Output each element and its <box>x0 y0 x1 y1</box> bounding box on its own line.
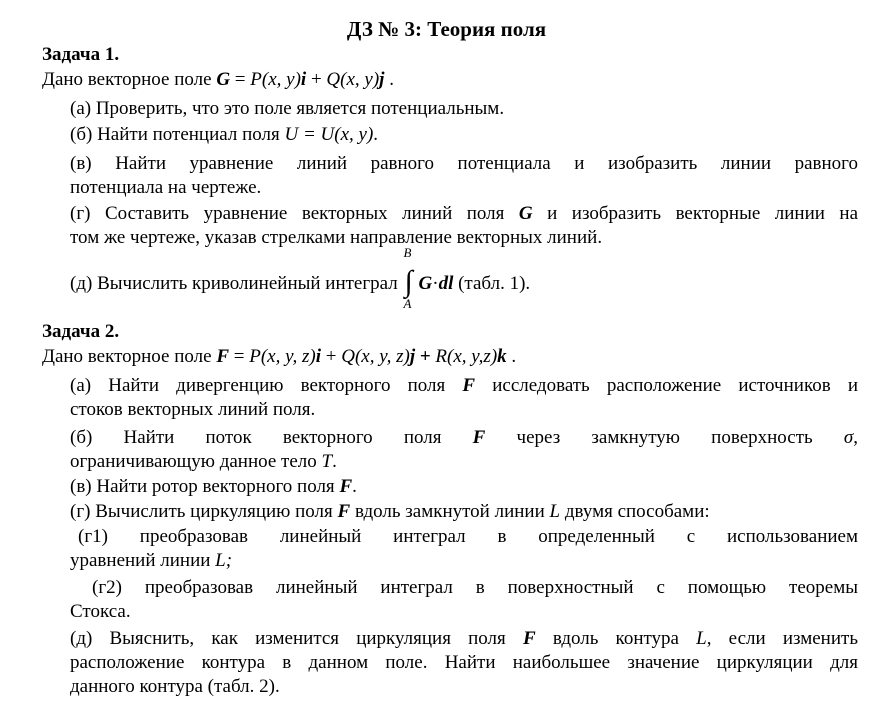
vector-dl: dl <box>438 273 454 294</box>
field-F: F <box>339 476 353 497</box>
func-R: R <box>435 346 448 367</box>
task2-item-g1-line2 <box>70 549 858 573</box>
task2-item-g2-line2: Стокса. <box>70 601 131 622</box>
task2-item-b-line1 <box>70 426 858 450</box>
task2-item-d-text3: , если изменить <box>706 628 858 649</box>
task1-item-a: (а) Проверить, что это поле является потенциальным. <box>70 98 505 119</box>
plus-sign: + <box>306 69 327 90</box>
task2-item-g-text2: вдоль замкнутой линии <box>350 501 550 522</box>
eq-sign: = <box>230 69 251 90</box>
task2-item-v-text: (в) Найти ротор векторного поля <box>70 476 340 497</box>
task1-item-b-text: (б) Найти потенциал поля <box>70 124 285 145</box>
unit-j: j <box>379 69 385 90</box>
task2-item-b-text: (б) Найти поток векторного поля <box>70 427 473 448</box>
args-xyz-2: (x, y, z) <box>354 346 410 367</box>
field-F: F <box>522 628 536 649</box>
task2-item-b-text2: через замкнутую поверхность <box>485 427 844 448</box>
field-F: F <box>216 346 229 367</box>
task2-intro <box>42 345 516 369</box>
func-Q: Q <box>326 69 341 90</box>
line-integral <box>403 245 419 311</box>
comma: , <box>853 427 858 448</box>
task2-item-d-text: (д) Выяснить, как изменится циркуляция поля <box>70 628 523 649</box>
task1-intro-text: Дано векторное поле <box>42 69 217 90</box>
task2-item-g1-line1: (г1) преобразовав линейный интеграл в определенный с использованием <box>78 526 858 547</box>
field-F: F <box>472 427 486 448</box>
period: . <box>506 346 517 367</box>
task1-item-d-text: (д) Вычислить криволинейный интеграл <box>70 273 403 294</box>
plus-sign: + <box>320 346 342 367</box>
task2-item-d-line1 <box>70 627 858 651</box>
eq-sign: = <box>229 346 250 367</box>
task1-item-v-line2: потенциала на чертеже. <box>70 177 262 198</box>
task2-item-g2-line1: (г2) преобразовав линейный интеграл в поверхностный с помощью теоремы <box>92 577 858 598</box>
task2-item-b-text3: ограничивающую данное тело <box>70 451 322 472</box>
integral-sign: ∫ <box>404 265 413 298</box>
period: . <box>352 476 357 497</box>
task1-item-d-ref: (табл. 1). <box>453 273 531 294</box>
task2-item-g-text: (г) Вычислить циркуляцию поля <box>70 501 338 522</box>
field-G: G <box>518 203 533 224</box>
page-title: ДЗ № 3: Теория поля <box>346 17 547 41</box>
task1-item-g-line2: том же чертеже, указав стрелками направление векторных линий. <box>70 227 603 248</box>
task1-item-d <box>70 245 858 311</box>
args-xy: (x, y) <box>261 69 301 90</box>
task1-item-b <box>70 123 858 147</box>
task2-item-g-text3: двумя способами: <box>560 501 710 522</box>
args-xy-2: (x, y) <box>340 69 380 90</box>
plus-sign-2: + <box>415 346 436 367</box>
field-G: G <box>216 69 231 90</box>
task1-item-g-text2: и изобразить векторные линии на <box>532 203 859 224</box>
dot-operator: · <box>432 273 439 294</box>
task2-item-g1-text: уравнений линии <box>70 550 216 571</box>
task1-item-g-line1 <box>70 202 858 226</box>
unit-i: i <box>315 346 321 367</box>
curve-L: L <box>549 501 561 522</box>
integral-lower-limit: A <box>403 296 412 311</box>
period: . <box>373 124 379 145</box>
curve-L: L <box>696 628 707 649</box>
args-xyz-3: (x, y,z) <box>447 346 498 367</box>
unit-j: j <box>409 346 416 367</box>
task1-item-v-line1: (в) Найти уравнение линий равного потенциала и изобразить линии равного <box>70 153 858 174</box>
task2-item-b-line2 <box>70 450 858 474</box>
field-F: F <box>462 375 476 396</box>
task2-item-g <box>70 500 858 524</box>
task1-heading: Задача 1. <box>42 44 120 65</box>
task2-item-d-text2: вдоль контура <box>535 628 697 649</box>
body-T: T <box>321 451 333 472</box>
task2-heading: Задача 2. <box>42 321 120 342</box>
surface-sigma: σ <box>843 427 854 448</box>
potential-formula: U = U(x, y) <box>284 124 374 145</box>
task2-item-d-line2: расположение контура в данном поле. Найти наибольшее значение циркуляции для <box>70 652 858 673</box>
func-P: P <box>249 346 261 367</box>
unit-i: i <box>300 69 307 90</box>
task2-item-d-line3: данного контура (табл. 2). <box>70 676 280 697</box>
task2-item-a-text: (а) Найти дивергенцию векторного поля <box>70 375 463 396</box>
task2-item-a-line2: стоков векторных линий поля. <box>70 399 316 420</box>
task2-item-a-line1 <box>70 374 858 398</box>
args-xyz: (x, y, z) <box>260 346 316 367</box>
task2-item-a-text2: исследовать расположение источников и <box>475 375 859 396</box>
curve-L: L; <box>215 550 233 571</box>
period: . <box>384 69 394 90</box>
period: . <box>332 451 337 472</box>
field-F: F <box>337 501 351 522</box>
func-P: P <box>250 69 262 90</box>
field-G: G <box>418 273 433 294</box>
task2-intro-text: Дано векторное поле <box>42 346 217 367</box>
task1-intro <box>42 68 394 92</box>
unit-k: k <box>497 346 507 367</box>
func-Q: Q <box>341 346 355 367</box>
task1-item-g-text: (г) Составить уравнение векторных линий поля <box>70 203 519 224</box>
integral-upper-limit: B <box>403 245 412 260</box>
task2-item-v <box>70 475 858 499</box>
